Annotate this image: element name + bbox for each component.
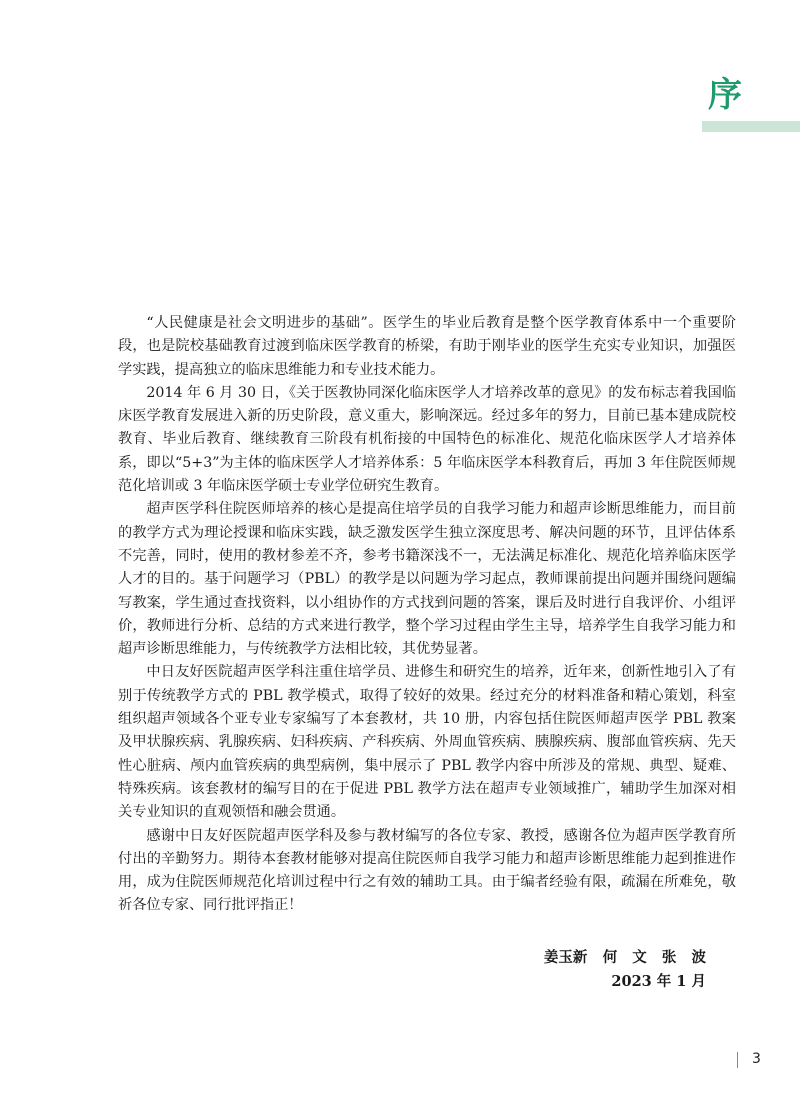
preface-body — [118, 312, 736, 918]
signature-authors: 姜玉新 何 文 张 波 — [543, 949, 706, 966]
signature-date: 2023 年 1 月 — [611, 973, 706, 990]
paragraph-3: 超声医学科住院医师培养的核心是提高住培学员的自我学习能力和超声诊断思维能力，而目前的教学方式为理论授课和临床实践，缺乏激发医学生独立深度思考、解决问题的环节，且评估体系不完善，同时，使用的教材参差不齐，参考书籍深浅不一，无法满足标准化、规范化培养临床医学人才的目的。基于问题学习（PBL）的教学是以问题为学习起点，教师课前提出问题并围绕问题编写教案，学生通过查找资料，以小组协作的方式找到问题的答案，课后及时进行自我评价、小组评价，教师进行分析、总结的方式来进行教学，整个学习过程由学生主导，培养学生自我学习能力和超声诊断思维能力，与传统教学方法相比较，其优势显著。 — [118, 501, 736, 658]
signature-block — [544, 946, 706, 994]
page-number-divider — [737, 1052, 738, 1068]
title-accent-bar — [702, 121, 800, 132]
chapter-title: 序 — [708, 75, 742, 115]
paragraph-4: 中日友好医院超声医学科注重住培学员、进修生和研究生的培养，近年来，创新性地引入了有别于传统教学方式的 PBL 教学模式，取得了较好的效果。经过充分的材料准备和精心策划，科室组织超声领域各个亚专业专家编写了本套教材，共 10 册，内容包括住院医师超声医学 PBL 教案及甲状腺疾病、乳腺疾病、妇科疾病、产科疾病、外周血管疾病、胰腺疾病、腹部血管疾病、先天性心脏病、颅内血管疾病的典型病例，集中展示了 PBL 教学内容中所涉及的常规、典型、疑难、特殊疾病。该套教材的编写目的在于促进 PBL 教学方法在超声专业领域推广，辅助学生加深对相关专业知识的直观领悟和融会贯通。 — [118, 664, 736, 821]
paragraph-5: 感谢中日友好医院超声医学科及参与教材编写的各位专家、教授，感谢各位为超声医学教育所付出的辛勤努力。期待本套教材能够对提高住院医师自我学习能力和超声诊断思维能力起到推进作用，成为住院医师规范化培训过程中行之有效的辅助工具。由于编者经验有限，疏漏在所难免，敬祈各位专家、同行批评指正！ — [118, 827, 736, 914]
paragraph-1: “人民健康是社会文明进步的基础”。医学生的毕业后教育是整个医学教育体系中一个重要阶段，也是院校基础教育过渡到临床医学教育的桥梁，有助于刚毕业的医学生充实专业知识，加强医学实践，提高独立的临床思维能力和专业技术能力。 — [118, 315, 736, 378]
page-number: 3 — [752, 1051, 761, 1067]
paragraph-2: 2014 年 6 月 30 日，《关于医教协同深化临床医学人才培养改革的意见》的发布标志着我国临床医学教育发展进入新的历史阶段，意义重大，影响深远。经过多年的努力，目前已基本建成院校教育、毕业后教育、继续教育三阶段有机衔接的中国特色的标准化、规范化临床医学人才培养体系，即以“5+3”为主体的临床医学人才培养体系：5 年临床医学本科教育后，再加 3 年住院医师规范化培训或 3 年临床医学硕士专业学位研究生教育。 — [118, 384, 736, 495]
